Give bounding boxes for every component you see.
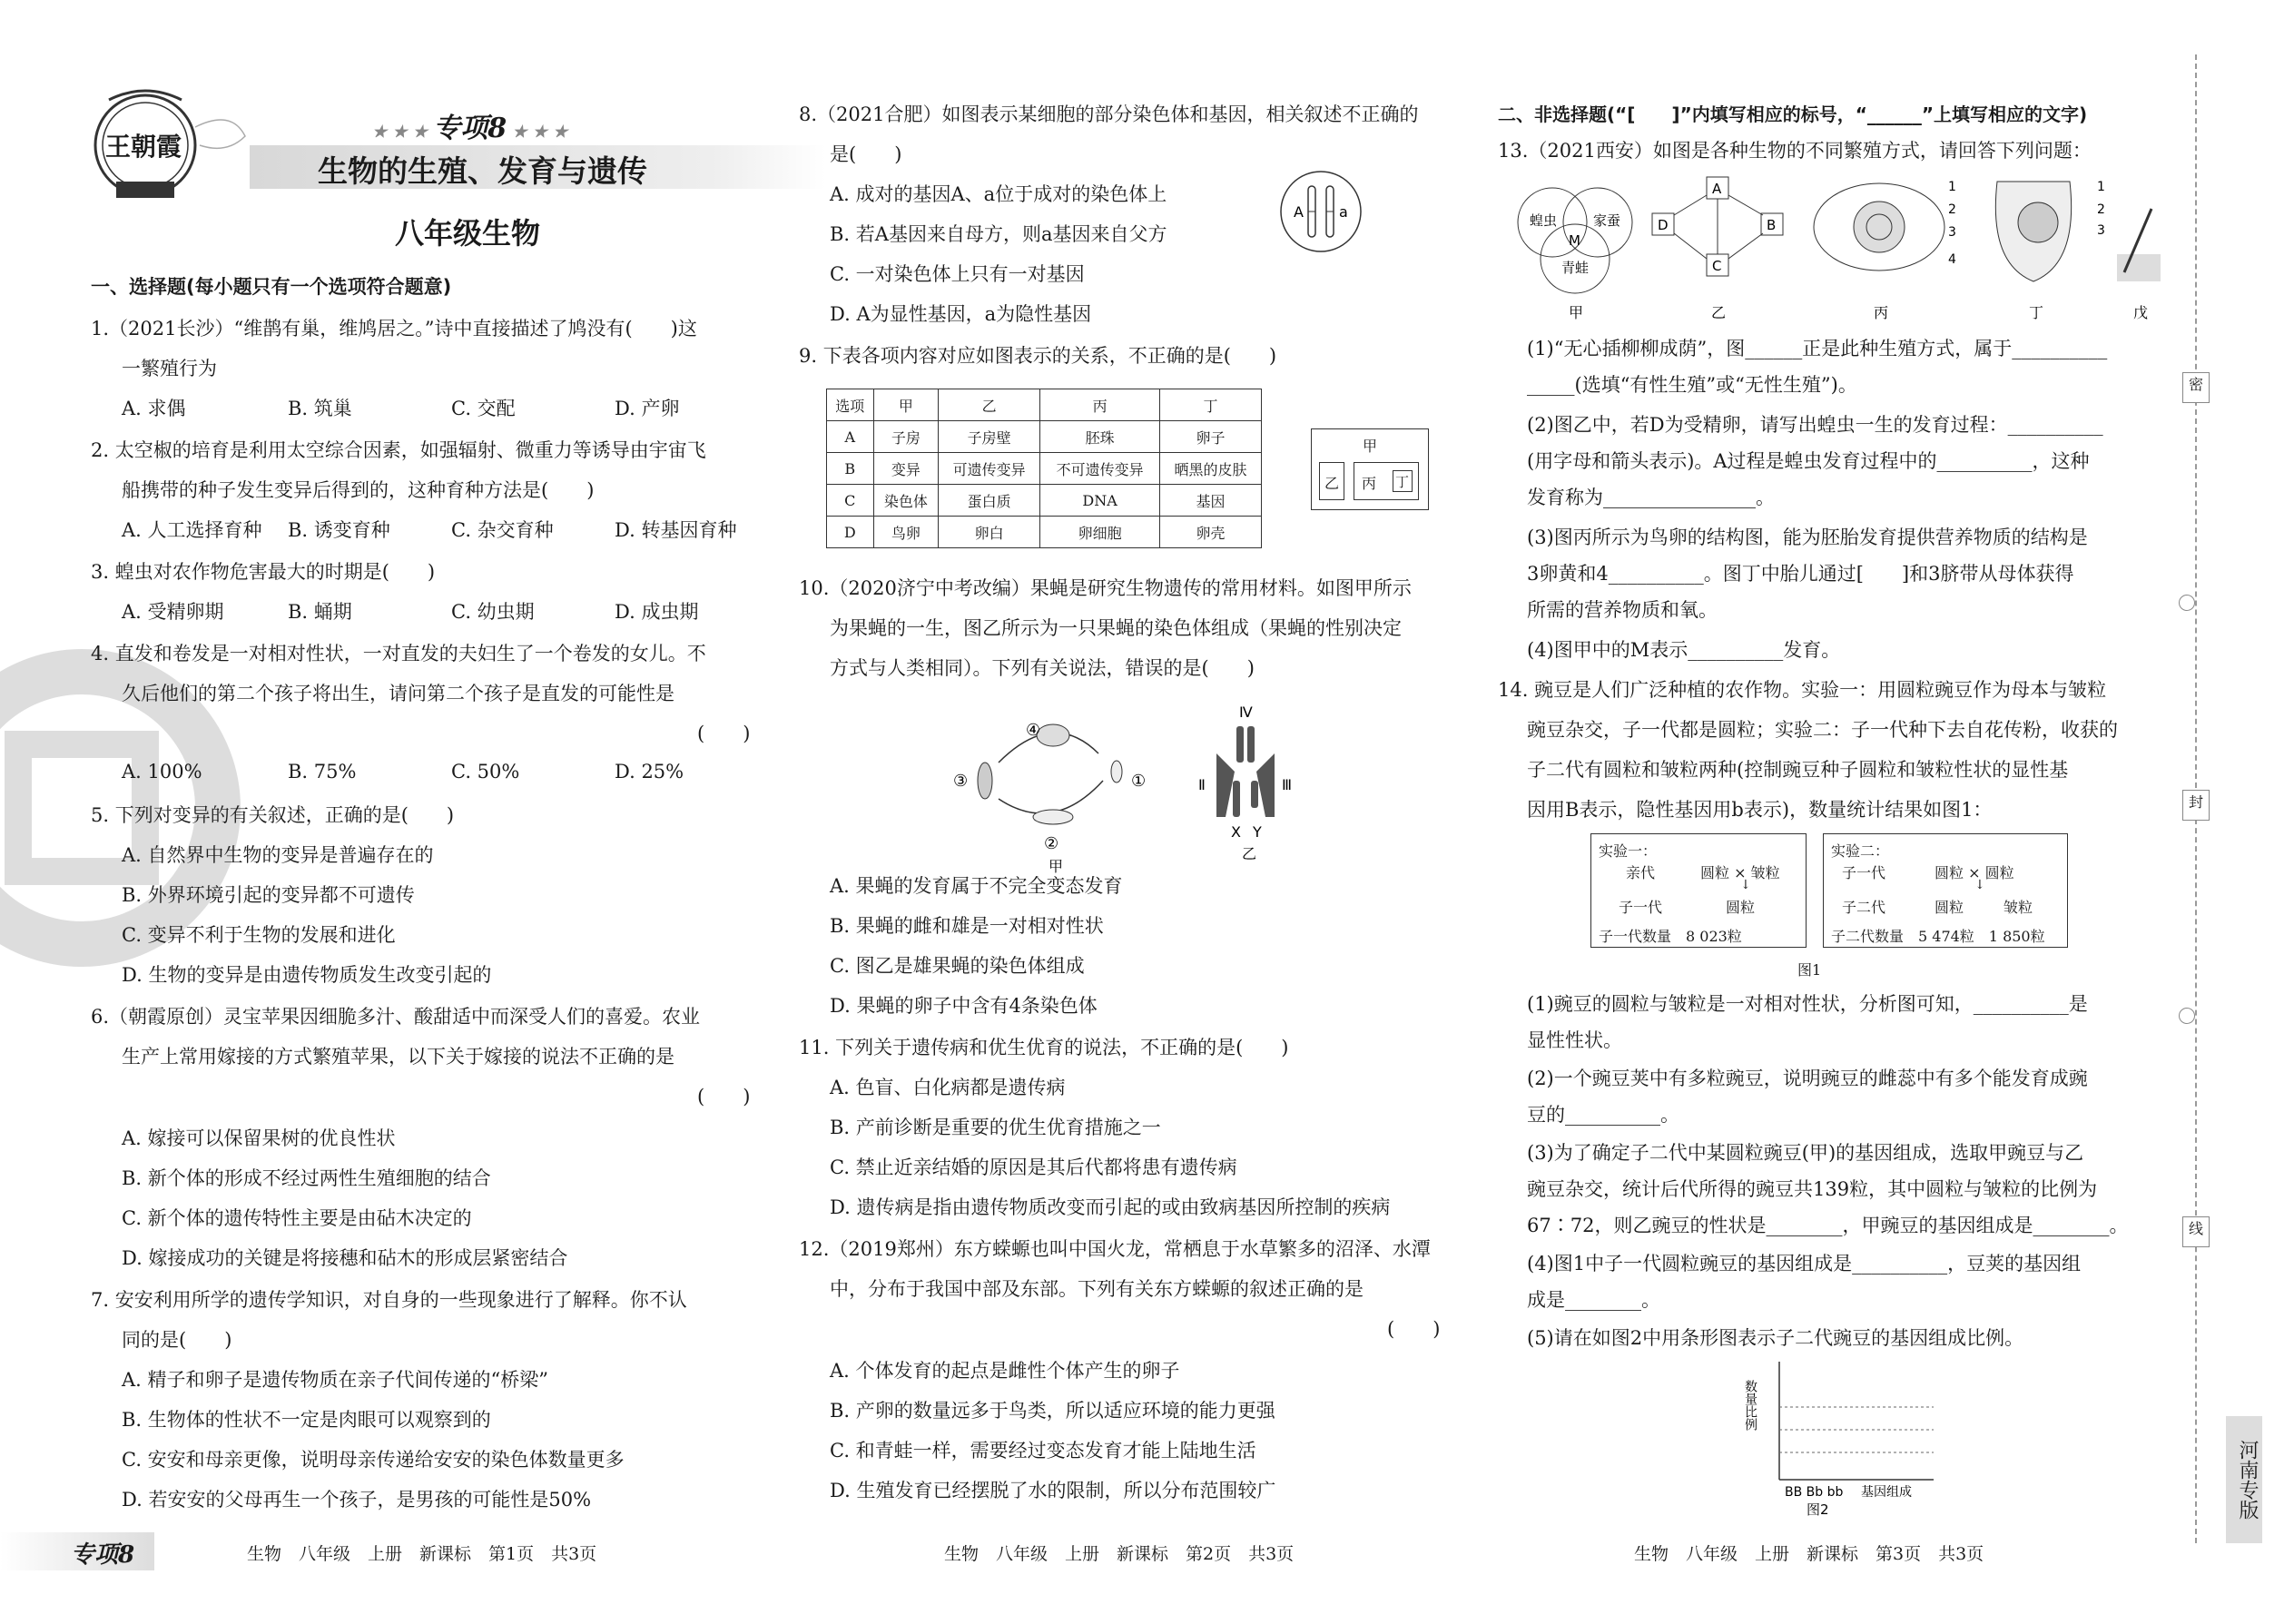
q13-p3-line2[interactable]: 3卵黄和4__________。图丁中胎儿通过[ ]和3脐带从母体获得 — [1527, 563, 2074, 585]
exp2-f2-wrinkled: 皱粒 — [2004, 899, 2033, 916]
exp1-title: 实验一： — [1599, 842, 1658, 860]
q13-p2-line2[interactable]: (用字母和箭头表示)。A过程是蝗虫发育过程中的__________，这种 — [1527, 450, 2090, 472]
q6-option-a[interactable]: A. 嫁接可以保留果树的优良性状 — [122, 1127, 396, 1149]
egg-3: 3 — [1948, 225, 1956, 240]
q1-option-a[interactable]: A. 求偶 — [122, 398, 186, 419]
q9-table-row — [827, 421, 1262, 453]
q11-option-d[interactable]: D. 遗传病是指由遗传物质改变而引起的或由致病基因所控制的疾病 — [830, 1196, 1391, 1218]
q12-stem-2: 中，分布于我国中部及东部。下列有关东方蝾螈的叙述正确的是 — [830, 1278, 1364, 1300]
footer-page-2: 生物 八年级 上册 新课标 第2页 共3页 — [944, 1544, 1295, 1564]
exp1-arrow: ↓ — [1740, 878, 1751, 892]
q11-option-c[interactable]: C. 禁止近亲结婚的原因是其后代都将患有遗传病 — [830, 1156, 1237, 1178]
uterus-2: 2 — [2097, 202, 2105, 217]
q13-stem: 13.（2021西安）如图是各种生物的不同繁殖方式，请回答下列问题： — [1498, 140, 2092, 162]
seal-tab-mi: 密 — [2182, 372, 2210, 403]
q10-stem-3: 方式与人类相同）。下列有关说法，错误的是( ) — [830, 657, 1255, 679]
q14-stem-3: 子二代有圆粒和皱粒两种(控制豌豆种子圆粒和皱粒性状的显性基 — [1527, 759, 2069, 781]
gene-a-label: a — [1339, 203, 1348, 221]
page-title: 生物的生殖、发育与遗传 — [318, 153, 647, 189]
series-label: ★ ★ ★ 专项8 ★ ★ ★ — [372, 113, 568, 144]
exp1-count: 子一代数量 8 023粒 — [1599, 928, 1742, 945]
page-2 — [799, 0, 1466, 1624]
figure-2-bar-chart[interactable] — [1725, 1353, 1961, 1516]
exp1-parent-label: 亲代 — [1626, 864, 1656, 881]
q7-option-c[interactable]: C. 安安和母亲更像，说明母亲传递给安安的染色体数量更多 — [122, 1449, 625, 1471]
section-1-heading: 一、选择题(每小题只有一个选项符合题意) — [91, 276, 452, 298]
q14-p1-line1[interactable]: (1)豌豆的圆粒与皱粒是一对相对性状，分析图可知，__________是 — [1527, 993, 2088, 1015]
exp1-f1-label: 子一代 — [1619, 899, 1663, 916]
q1-option-c[interactable]: C. 交配 — [451, 398, 516, 419]
fig13-B: B — [1767, 217, 1777, 233]
q9-table-cell: 蛋白质 — [939, 485, 1040, 517]
fig13-jia: 甲 — [1569, 304, 1584, 321]
exp2-count: 子二代数量 5 474粒 1 850粒 — [1831, 928, 2045, 945]
q9-table — [826, 389, 1262, 548]
q9-table-cell: B — [827, 453, 874, 485]
binding-hole-2 — [2179, 1008, 2195, 1024]
q9-table-cell: C — [827, 485, 874, 517]
q10-stem-1: 10.（2020济宁中考改编）果蝇是研究生物遗传的常用材料。如图甲所示 — [799, 577, 1412, 599]
chrom-Y-label: Y — [1253, 823, 1262, 841]
q2-stem-1: 2. 太空椒的培育是利用太空综合因素，如强辐射、微重力等诱导由宇宙飞 — [91, 439, 706, 461]
fig13-ding: 丁 — [2029, 304, 2044, 321]
q9-table-cell: 卵子 — [1160, 421, 1262, 453]
footer-page-1: 生物 八年级 上册 新课标 第1页 共3页 — [247, 1544, 597, 1564]
q9-table-cell: 卵细胞 — [1040, 517, 1160, 548]
stage-4-label: ④ — [1026, 721, 1041, 740]
gene-A-label: A — [1294, 203, 1304, 221]
q14-stem-2: 豌豆杂交，子一代都是圆粒；实验二：子一代种下去自花传粉，收获的 — [1527, 719, 2118, 741]
section-2-heading: 二、非选择题(“[ ]”内填写相应的标号，“______”上填写相应的文字) — [1498, 103, 2088, 125]
q9-table-row — [827, 389, 1262, 421]
fig13-wu: 戊 — [2133, 304, 2149, 321]
q9-table-cell: 胚珠 — [1040, 421, 1160, 453]
q13-p3-line3: 所需的营养物质和氧。 — [1527, 599, 1718, 621]
q9-table-header-cell: 丙 — [1040, 389, 1160, 421]
q9-table-cell: 染色体 — [873, 485, 939, 517]
fig-jia-label: 甲 — [1363, 438, 1378, 455]
seal-tab-feng: 封 — [2182, 790, 2210, 821]
q8-option-a[interactable]: A. 成对的基因A、a位于成对的染色体上 — [830, 183, 1167, 205]
q9-stem: 9. 下表各项内容对应如图表示的关系，不正确的是( ) — [799, 345, 1277, 367]
footer-page-3: 生物 八年级 上册 新课标 第3页 共3页 — [1634, 1544, 1984, 1564]
chrom-X-label: X — [1231, 823, 1241, 841]
q2-option-c[interactable]: C. 杂交育种 — [451, 519, 554, 541]
q3-option-a[interactable]: A. 受精卵期 — [122, 601, 224, 623]
seal-tab-xian: 线 — [2182, 1216, 2210, 1247]
q14-p4-line1[interactable]: (4)图1中子一代圆粒豌豆的基因组成是__________，豆荚的基因组 — [1527, 1253, 2082, 1275]
q9-table-header-cell: 选项 — [827, 389, 874, 421]
q5-option-c[interactable]: C. 变异不利于生物的发展和进化 — [122, 924, 396, 946]
exp1-f1-value: 圆粒 — [1726, 899, 1756, 916]
q13-p2-line1[interactable]: (2)图乙中，若D为受精卵，请写出蝗虫一生的发育过程：__________ — [1527, 414, 2103, 436]
fig-yi-caption: 乙 — [1242, 845, 1257, 862]
q6-option-c[interactable]: C. 新个体的遗传特性主要是由砧木决定的 — [122, 1207, 472, 1229]
fig2-ylabel: 数量比例 — [1743, 1380, 1757, 1431]
q9-table-cell: 子房 — [873, 421, 939, 453]
q9-table-header-cell: 甲 — [873, 389, 939, 421]
chrom-II-label: Ⅱ — [1198, 776, 1206, 793]
q8-chromosome-figure — [1275, 166, 1366, 257]
q9-table-cell: 不可遗传变异 — [1040, 453, 1160, 485]
q10-option-b[interactable]: B. 果蝇的雌和雄是一对相对性状 — [830, 915, 1104, 937]
q14-stem-1: 14. 豌豆是人们广泛种植的农作物。实验一：用圆粒豌豆作为母本与皱粒 — [1498, 679, 2107, 701]
region-label: 河南专版 — [2226, 1416, 2262, 1543]
q9-table-row — [827, 485, 1262, 517]
grade-title: 八年级生物 — [395, 216, 541, 251]
q4-option-d[interactable]: D. 25% — [615, 761, 684, 782]
q7-option-b[interactable]: B. 生物体的性状不一定是肉眼可以观察到的 — [122, 1409, 491, 1431]
binding-hole-1 — [2179, 595, 2195, 611]
q5-option-d[interactable]: D. 生物的变异是由遗传物质发生改变引起的 — [122, 964, 492, 986]
q6-option-b[interactable]: B. 新个体的形成不经过两性生殖细胞的结合 — [122, 1167, 491, 1189]
q1-option-d[interactable]: D. 产卵 — [615, 398, 680, 419]
q10-fruitfly-figure — [944, 699, 1344, 875]
q8-stem-1: 8.（2021合肥）如图表示某细胞的部分染色体和基因，相关叙述不正确的 — [799, 103, 1419, 125]
venn-jiacan: 家蚕 — [1593, 212, 1621, 229]
q12-stem-1: 12.（2019郑州）东方蝾螈也叫中国火龙，常栖息于水草繁多的沼泽、水潭 — [799, 1238, 1431, 1260]
q8-option-b[interactable]: B. 若A基因来自母方，则a基因来自父方 — [830, 223, 1167, 245]
experiment-1-box — [1590, 833, 1807, 948]
q9-table-cell: 卵白 — [939, 517, 1040, 548]
figure-1-caption: 图1 — [1797, 961, 1822, 979]
q4-option-b[interactable]: B. 75% — [288, 761, 357, 782]
q9-table-cell: 卵壳 — [1160, 517, 1262, 548]
q3-stem: 3. 蝗虫对农作物危害最大的时期是( ) — [91, 561, 436, 583]
venn-qingwa: 青蛙 — [1561, 260, 1590, 276]
egg-4: 4 — [1948, 252, 1956, 267]
q9-table-header-cell: 乙 — [939, 389, 1040, 421]
exp2-f2-label: 子二代 — [1842, 899, 1886, 916]
q12-option-b[interactable]: B. 产卵的数量远多于鸟类，所以适应环境的能力更强 — [830, 1400, 1275, 1422]
q13-reproduction-figure — [1507, 172, 2161, 327]
q2-option-d[interactable]: D. 转基因育种 — [615, 519, 737, 541]
uterus-1: 1 — [2097, 180, 2105, 194]
q2-stem-2: 船携带的种子发生变异后得到的，这种育种方法是( ) — [122, 479, 595, 501]
q9-table-cell: 基因 — [1160, 485, 1262, 517]
fig-ding-label: 丁 — [1395, 474, 1410, 490]
fig13-yi: 乙 — [1711, 304, 1727, 321]
fig2-xlabel: 基因组成 — [1861, 1485, 1912, 1500]
exp2-f2-round: 圆粒 — [1935, 899, 1964, 916]
fig-bing-label: 丙 — [1362, 475, 1377, 492]
q14-p5: (5)请在如图2中用条形图表示子二代豌豆的基因组成比例。 — [1527, 1327, 2024, 1349]
fig2-xticks: BB Bb bb — [1785, 1485, 1844, 1500]
exp2-parent-label: 子一代 — [1842, 864, 1886, 881]
stage-2-label: ② — [1044, 834, 1059, 853]
q6-stem-1: 6.（朝霞原创）灵宝苹果因细脆多汁、酸甜适中而深受人们的喜爱。农业 — [91, 1006, 701, 1028]
q10-option-a[interactable]: A. 果蝇的发育属于不完全变态发育 — [830, 875, 1123, 897]
q11-stem: 11. 下列关于遗传病和优生优育的说法，不正确的是( ) — [799, 1037, 1289, 1058]
q6-option-d[interactable]: D. 嫁接成功的关键是将接穗和砧木的形成层紧密结合 — [122, 1247, 568, 1269]
q14-p1-line2: 显性性状。 — [1527, 1029, 1622, 1051]
q9-table-header-cell: 丁 — [1160, 389, 1262, 421]
q3-option-c[interactable]: C. 幼虫期 — [451, 601, 535, 623]
q9-table-cell: D — [827, 517, 874, 548]
q13-p4[interactable]: (4)图甲中的M表示__________发育。 — [1527, 639, 1841, 661]
chrom-III-label: Ⅲ — [1282, 776, 1293, 793]
experiment-2-box — [1823, 833, 2068, 948]
q7-option-a[interactable]: A. 精子和卵子是遗传物质在亲子代间传递的“桥梁” — [122, 1369, 548, 1391]
q7-stem-1: 7. 安安利用所学的遗传学知识，对自身的一些现象进行了解释。你不认 — [91, 1289, 687, 1311]
q1-option-b[interactable]: B. 筑巢 — [288, 398, 352, 419]
venn-huangchong: 蝗虫 — [1530, 212, 1558, 229]
logo-text: 王朝霞 — [105, 132, 182, 162]
q8-option-c[interactable]: C. 一对染色体上只有一对基因 — [830, 263, 1085, 285]
egg-2: 2 — [1948, 202, 1956, 217]
egg-1: 1 — [1948, 180, 1956, 194]
q2-option-b[interactable]: B. 诱变育种 — [288, 519, 390, 541]
q9-table-cell: 子房壁 — [939, 421, 1040, 453]
q14-p4-line2[interactable]: 成是________。 — [1527, 1289, 1660, 1311]
q3-option-b[interactable]: B. 蛹期 — [288, 601, 352, 623]
uterus-3: 3 — [2097, 223, 2105, 238]
q12-option-c[interactable]: C. 和青蛙一样，需要经过变态发育才能上陆地生活 — [830, 1440, 1256, 1462]
q11-option-b[interactable]: B. 产前诊断是重要的优生优育措施之一 — [830, 1117, 1161, 1138]
q5-stem: 5. 下列对变异的有关叙述，正确的是( ) — [91, 804, 455, 826]
q6-answer-paren[interactable]: ( ) — [697, 1086, 751, 1107]
q12-answer-paren[interactable]: ( ) — [1387, 1318, 1441, 1340]
exp1-parent-cross: 圆粒 × 皱粒 — [1700, 864, 1780, 881]
fig13-C: C — [1712, 258, 1722, 274]
q4-answer-paren[interactable]: ( ) — [697, 723, 751, 744]
q13-p3-line1: (3)图丙所示为鸟卵的结构图，能为胚胎发育提供营养物质的结构是 — [1527, 527, 2088, 548]
q4-stem-2: 久后他们的第二个孩子将出生，请问第二个孩子是直发的可能性是 — [122, 683, 674, 704]
fig2-caption: 图2 — [1807, 1501, 1829, 1518]
q9-table-row — [827, 517, 1262, 548]
q8-option-d[interactable]: D. A为显性基因，a为隐性基因 — [830, 303, 1092, 325]
q5-option-a[interactable]: A. 自然界中生物的变异是普遍存在的 — [122, 844, 434, 866]
fig-yi-label: 乙 — [1324, 475, 1340, 492]
stage-3-label: ③ — [953, 772, 969, 791]
exp2-parent-cross: 圆粒 × 圆粒 — [1935, 864, 2014, 881]
fig13-bing: 丙 — [1874, 304, 1889, 321]
q9-table-cell: 可遗传变异 — [939, 453, 1040, 485]
q7-option-d[interactable]: D. 若安安的父母再生一个孩子，是男孩的可能性是50% — [122, 1489, 592, 1511]
page-1 — [71, 0, 772, 1624]
q10-option-c[interactable]: C. 图乙是雄果蝇的染色体组成 — [830, 955, 1085, 977]
q4-stem-1: 4. 直发和卷发是一对相对性状，一对直发的夫妇生了一个卷发的女儿。不 — [91, 643, 706, 664]
q10-option-d[interactable]: D. 果蝇的卵子中含有4条染色体 — [830, 995, 1098, 1017]
stage-1-label: ① — [1131, 772, 1147, 791]
chrom-IV-label: Ⅳ — [1239, 704, 1253, 721]
q10-stem-2: 为果蝇的一生，图乙所示为一只果蝇的染色体组成（果蝇的性别决定 — [830, 617, 1402, 639]
q12-option-d[interactable]: D. 生殖发育已经摆脱了水的限制，所以分布范围较广 — [830, 1480, 1276, 1501]
q9-table-cell: 晒黑的皮肤 — [1160, 453, 1262, 485]
q4-option-a[interactable]: A. 100% — [122, 761, 202, 782]
q13-p1-line2[interactable]: _____(选填“有性生殖”或“无性生殖”)。 — [1527, 374, 1857, 396]
q14-stem-4: 因用B表示，隐性基因用b表示)，数量统计结果如图1： — [1527, 799, 1993, 821]
q9-table-row — [827, 453, 1262, 485]
q4-option-c[interactable]: C. 50% — [451, 761, 520, 782]
q14-p2-line2[interactable]: 豆的__________。 — [1527, 1104, 1679, 1126]
exp2-arrow: ↓ — [1974, 878, 1985, 892]
venn-M: M — [1569, 232, 1580, 249]
q12-option-a[interactable]: A. 个体发育的起点是雌性个体产生的卵子 — [830, 1360, 1180, 1382]
q6-stem-2: 生产上常用嫁接的方式繁殖苹果，以下关于嫁接的说法不正确的是 — [122, 1046, 674, 1068]
fig13-D: D — [1658, 217, 1669, 233]
q9-nested-figure — [1311, 428, 1429, 510]
q14-p2-line1: (2)一个豌豆荚中有多粒豌豆，说明豌豆的雌蕊中有多个能发育成豌 — [1527, 1068, 2088, 1089]
q14-p3-line2: 豌豆杂交，统计后代所得的豌豆共139粒，其中圆粒与皱粒的比例为 — [1527, 1178, 2098, 1200]
q11-option-a[interactable]: A. 色盲、白化病都是遗传病 — [830, 1077, 1066, 1098]
page-3 — [1498, 0, 2161, 1624]
q14-p3-line1: (3)为了确定子二代中某圆粒豌豆(甲)的基因组成，选取甲豌豆与乙 — [1527, 1142, 2084, 1164]
q9-table-cell: 鸟卵 — [873, 517, 939, 548]
q1-stem-1: 1.（2021长沙）“维鹊有巢，维鸠居之。”诗中直接描述了鸠没有( )这 — [91, 318, 697, 340]
footer-tag: 专项8 — [71, 1541, 135, 1569]
q7-stem-2: 同的是( ) — [122, 1329, 232, 1351]
q8-stem-2: 是( ) — [830, 143, 902, 165]
q9-table-cell: A — [827, 421, 874, 453]
q2-option-a[interactable]: A. 人工选择育种 — [122, 519, 262, 541]
fig13-A: A — [1712, 181, 1722, 197]
q9-table-cell: 变异 — [873, 453, 939, 485]
fig-jia-caption: 甲 — [1049, 858, 1064, 875]
q13-p1-line1[interactable]: (1)“无心插柳柳成荫”，图______正是此种生殖方式，属于__________ — [1527, 338, 2108, 359]
q9-table-cell: DNA — [1040, 485, 1160, 517]
exp2-title: 实验二： — [1831, 842, 1890, 860]
q3-option-d[interactable]: D. 成虫期 — [615, 601, 699, 623]
q14-p3-line3[interactable]: 67∶72，则乙豌豆的性状是________，甲豌豆的基因组成是________。 — [1527, 1215, 2129, 1236]
q5-option-b[interactable]: B. 外界环境引起的变异都不可遗传 — [122, 884, 415, 906]
q13-p2-line3[interactable]: 发育称为________________。 — [1527, 487, 1775, 508]
q1-stem-2: 一繁殖行为 — [122, 358, 217, 379]
